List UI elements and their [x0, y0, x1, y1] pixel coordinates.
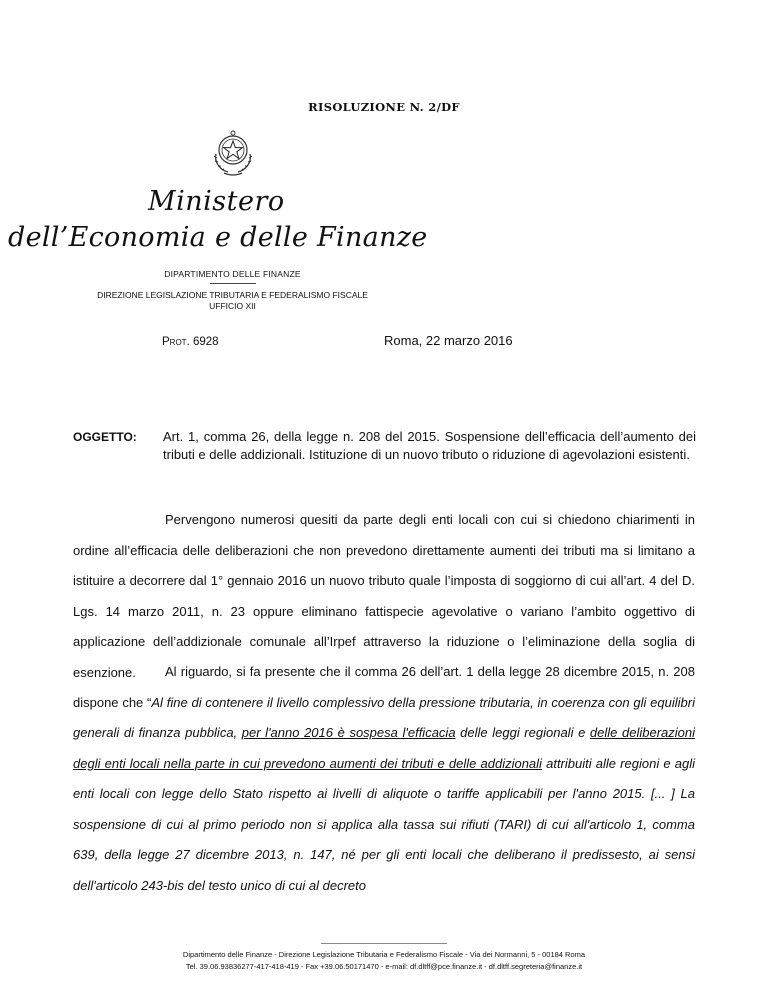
place-date: Roma, 22 marzo 2016: [384, 333, 513, 348]
body-paragraph-1-text: Pervengono numerosi quesiti da parte degli enti locali con cui si chiedono chiarimenti in ordine all’efficacia delle deliberazioni che non prevedono direttamente aumenti dei tributi ma si limitano a istituire a decorrere dal 1° gennaio 2016 un nuovo tributo quale l’imposta di soggiorno di cui all’art. 4 del D. Lgs. 14 marzo 2011, n. 23 oppure eliminano fattispecie agevolative o variano l’ambito oggettivo di applicazione dell’addizionale comunale all’Irpef attraverso la riduzione o l’eliminazione della soglia di esenzione.: [73, 512, 695, 680]
directorate-name: DIREZIONE LEGISLAZIONE TRIBUTARIA E FEDERALISMO FISCALE: [97, 290, 368, 300]
footer-contacts: Tel. 39.06.93836277-417-418-419 - Fax +39.06.50171470 - e-mail: df.dltff@pce.finanze.it - df.dltff.segreteria@finanze.it: [185, 962, 583, 971]
subject-label: OGGETTO:: [73, 430, 137, 444]
department-divider: [210, 283, 256, 284]
quote-part-2: delle leggi regionali e: [455, 725, 590, 740]
office-name: UFFICIO XII: [209, 301, 256, 311]
quote-part-3: attribuiti alle regioni e agli enti locali con legge dello Stato rispetto ai livelli di aliquote o tariffe applicabili per l'anno 2015. [... ] La sospensione di cui al primo periodo non si applica alla tassa sui rifiuti (TARI) di cui all'articolo 1, comma 639, della legge 27 dicembre 2013, n. 147, né per gli enti locali che deliberano il predissesto, ai sensi dell'articolo 243-bis del testo unico di cui al decreto: [73, 755, 695, 893]
resolution-number: RISOLUZIONE N. 2/DF: [308, 100, 460, 114]
department-name: DIPARTIMENTO DELLE FINANZE: [164, 269, 301, 279]
ministry-name-line2: dell’Economia e delle Finanze: [8, 222, 428, 253]
quote-part-1: Al fine di contenere il livello complessivo della pressione tributaria, in coerenza con gli equilibri generali di finanza pubblica,: [73, 694, 695, 740]
protocol-number: Prot. 6928: [162, 336, 219, 348]
subject-text: Art. 1, comma 26, della legge n. 208 del 2015. Sospensione dell’efficacia dell’aumento dei tributi e delle addizionali. Istituzione di un nuovo tributo o riduzione di agevolazioni esistenti.: [163, 429, 696, 462]
italian-republic-emblem-icon: [210, 128, 256, 178]
footer-address: Dipartimento delle Finanze - Direzione Legislazione Tributaria e Federalismo Fiscale - Via dei Normanni, 5 - 00184 Roma: [182, 950, 586, 959]
quote-underline-2: delle deliberazioni degli enti locali nella parte in cui prevedono aumenti dei tributi e delle addizionali: [73, 725, 695, 771]
ministry-name-line1: Ministero: [148, 186, 285, 217]
quote-underline-1: per l'anno 2016 è sospesa l'efficacia: [241, 725, 456, 740]
footer-divider: [321, 943, 447, 944]
body-paragraph-2: [73, 657, 695, 901]
body-paragraph-2-intro: Al riguardo, si fa presente che il comma 26 dell’art. 1 della legge 28 dicembre 2015, n. 208 dispone che “: [73, 664, 695, 710]
